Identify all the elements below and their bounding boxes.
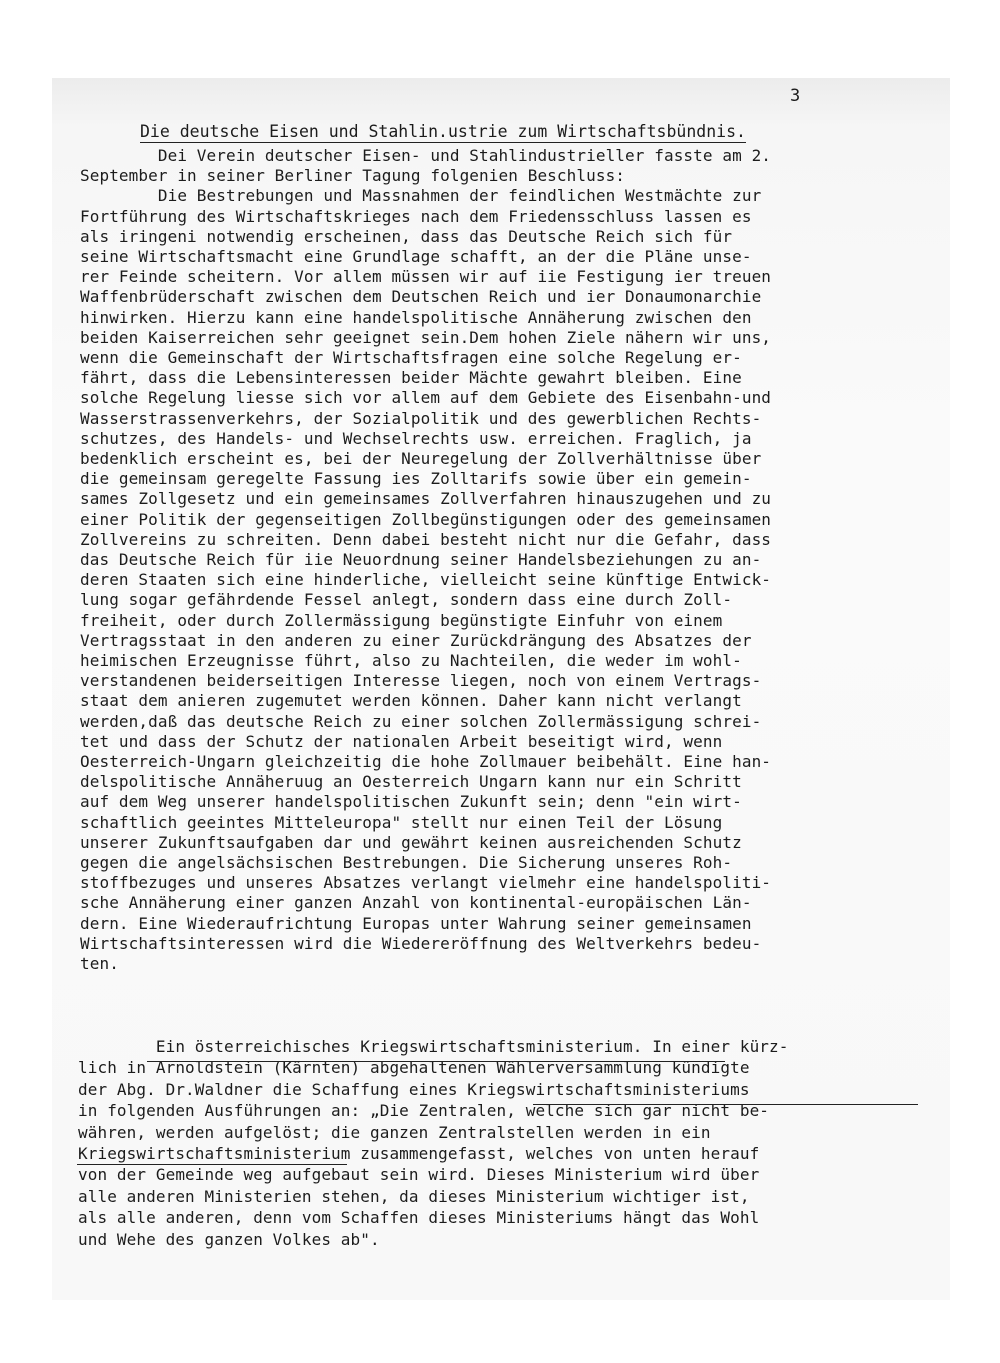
ministry-article-line: in folgenden Ausführungen an: „Die Zentralen, welche sich gar nicht be- (78, 1101, 770, 1121)
steel-article-line: lung sogar gefährdende Fessel anlegt, sondern dass eine durch Zoll- (80, 590, 733, 610)
ministry-article-line: und Wehe des ganzen Volkes ab". (78, 1229, 380, 1249)
steel-article-line: solche Regelung liesse sich vor allem auf dem Gebiete des Eisenbahn-und (80, 388, 772, 408)
underline-ministry-name-2 (77, 1164, 347, 1165)
underline-ministry-name (533, 1104, 918, 1105)
steel-article-line: staat dem anieren zugemutet werden können. Daher kann nicht verlangt (80, 691, 742, 711)
steel-article-line: heimischen Erzeugnisse führt, also zu Nachteilen, die weder im wohl- (80, 651, 742, 670)
steel-article-line: als iringeni notwendig erscheinen, dass das Deutsche Reich sich für (80, 226, 733, 246)
steel-article-line: Dei Verein deutscher Eisen- und Stahlindustrieller fasste am 2. (80, 146, 772, 165)
steel-article-line: hinwirken. Hierzu kann eine handelspolitische Annäherung zwischen den (80, 307, 752, 327)
steel-article-line: ten. (80, 954, 119, 973)
steel-article-line: Die Bestrebungen und Massnahmen der feindlichen Westmächte zur (80, 186, 762, 206)
steel-article-line: unserer Zukunftsaufgaben dar und gewährt keinen ausreichenden Schutz (80, 832, 742, 852)
steel-article-line: bedenklich erscheint es, bei der Neuregelung der Zollverhältnisse über (80, 449, 762, 468)
ministry-article-line: lich in Arnoldstein (Kärnten) abgehaltenen Wählerversammlung kündigte (78, 1058, 750, 1078)
steel-article-line: verstandenen beiderseitigen Interesse liegen, noch von einem Vertrags- (80, 671, 762, 691)
article-heading-steel-industry: Die deutsche Eisen und Stahlin.ustrie zum Wirtschaftsbündnis. (140, 122, 746, 141)
steel-article-line: tet und dass der Schutz der nationalen Arbeit beseitigt wird, wenn (80, 731, 723, 751)
steel-article-line: Vertragsstaat in den anderen zu einer Zurückdrängung des Absatzes der (80, 630, 752, 650)
steel-article-line: September in seiner Berliner Tagung folgenien Beschluss: (80, 166, 626, 186)
steel-article-line: schutzes, des Handels- und Wechselrechts usw. erreichen. Fraglich, ja (80, 428, 752, 448)
ministry-article-line: als alle anderen, denn vom Schaffen dieses Ministeriums hängt das Wohl (78, 1208, 760, 1228)
steel-article-line: freiheit, oder durch Zollermässigung begünstigte Einfuhr von einem (80, 610, 723, 630)
steel-article-line: gegen die angelsächsischen Bestrebungen. Die Sicherung unseres Roh- (80, 853, 733, 872)
ministry-article-line: von der Gemeinde weg aufgebaut sein wird. Dieses Ministerium wird über (78, 1165, 760, 1185)
steel-article-line: deren Staaten sich eine hinderliche, vielleicht seine künftige Entwick- (80, 570, 772, 590)
steel-article-line: Zollvereins zu schreiten. Denn dabei besteht nicht nur die Gefahr, dass (80, 529, 772, 549)
steel-article-line: auf dem Weg unserer handelspolitischen Zukunft sein; denn "ein wirt- (80, 792, 742, 812)
steel-article-line: beiden Kaiserreichen sehr geeignet sein.Dem hohen Ziele nähern wir uns, (80, 327, 772, 347)
ministry-article-line: der Abg. Dr.Waldner die Schaffung eines Kriegswirtschaftsministeriums (78, 1079, 750, 1099)
underline-ministry-heading (147, 1061, 725, 1062)
steel-article-line: fährt, dass die Lebensinteressen beider Mächte gewahrt bleiben. Eine (80, 368, 742, 388)
steel-article-line: die gemeinsam geregelte Fassung ies Zolltarifs sowie über ein gemein- (80, 469, 752, 489)
steel-article-line: schaftlich geeintes Mitteleuropa" stellt nur einen Teil der Lösung (80, 812, 723, 832)
ministry-article-line: Ein österreichisches Kriegswirtschaftsministerium. In einer kürz- (78, 1037, 789, 1056)
steel-article-line: sames Zollgesetz und ein gemeinsames Zollverfahren hinauszugehen und zu (80, 489, 772, 509)
steel-article-line: Wasserstrassenverkehrs, der Sozialpolitik und des gewerblichen Rechts- (80, 408, 762, 428)
steel-article-line: seine Wirtschaftsmacht eine Grundlage schafft, an der die Pläne unse- (80, 247, 752, 266)
steel-article-line: dern. Eine Wiederaufrichtung Europas unter Wahrung seiner gemeinsamen (80, 913, 752, 933)
steel-article-line: sche Annäherung einer ganzen Anzahl von kontinental-europäischen Län- (80, 893, 752, 913)
steel-article-line: Waffenbrüderschaft zwischen dem Deutschen Reich und ier Donaumonarchie (80, 287, 762, 307)
steel-article-line: das Deutsche Reich für iie Neuordnung seiner Handelsbeziehungen zu an- (80, 550, 762, 569)
steel-article-line: Oesterreich-Ungarn gleichzeitig die hohe Zollmauer beibehält. Eine han- (80, 752, 772, 771)
ministry-article-line: währen, werden aufgelöst; die ganzen Zentralstellen werden in ein (78, 1122, 711, 1142)
page-number: 3 (790, 86, 801, 106)
steel-article-line: Fortführung des Wirtschaftskrieges nach dem Friedensschluss lassen es (80, 206, 752, 226)
steel-article-line: werden,daß das deutsche Reich zu einer solchen Zollermässigung schrei- (80, 711, 762, 731)
steel-article-line: delspolitische Annäheruug an Oesterreich Ungarn kann nur ein Schritt (80, 772, 742, 792)
ministry-article-line: alle anderen Ministerien stehen, da dieses Ministerium wichtiger ist, (78, 1186, 750, 1206)
steel-article-line: wenn die Gemeinschaft der Wirtschaftsfragen eine solche Regelung er- (80, 348, 742, 367)
steel-article-line: stoffbezuges und unseres Absatzes verlangt vielmehr eine handelspoliti- (80, 873, 772, 893)
ministry-article-line: Kriegswirtschaftsministerium zusammengefasst, welches von unten herauf (78, 1144, 760, 1163)
steel-article-line: einer Politik der gegenseitigen Zollbegünstigungen oder des gemeinsamen (80, 509, 772, 529)
steel-article-line: Wirtschaftsinteressen wird die Wiedereröffnung des Weltverkehrs bedeu- (80, 933, 762, 953)
steel-article-line: rer Feinde scheitern. Vor allem müssen wir auf iie Festigung ier treuen (80, 267, 772, 287)
